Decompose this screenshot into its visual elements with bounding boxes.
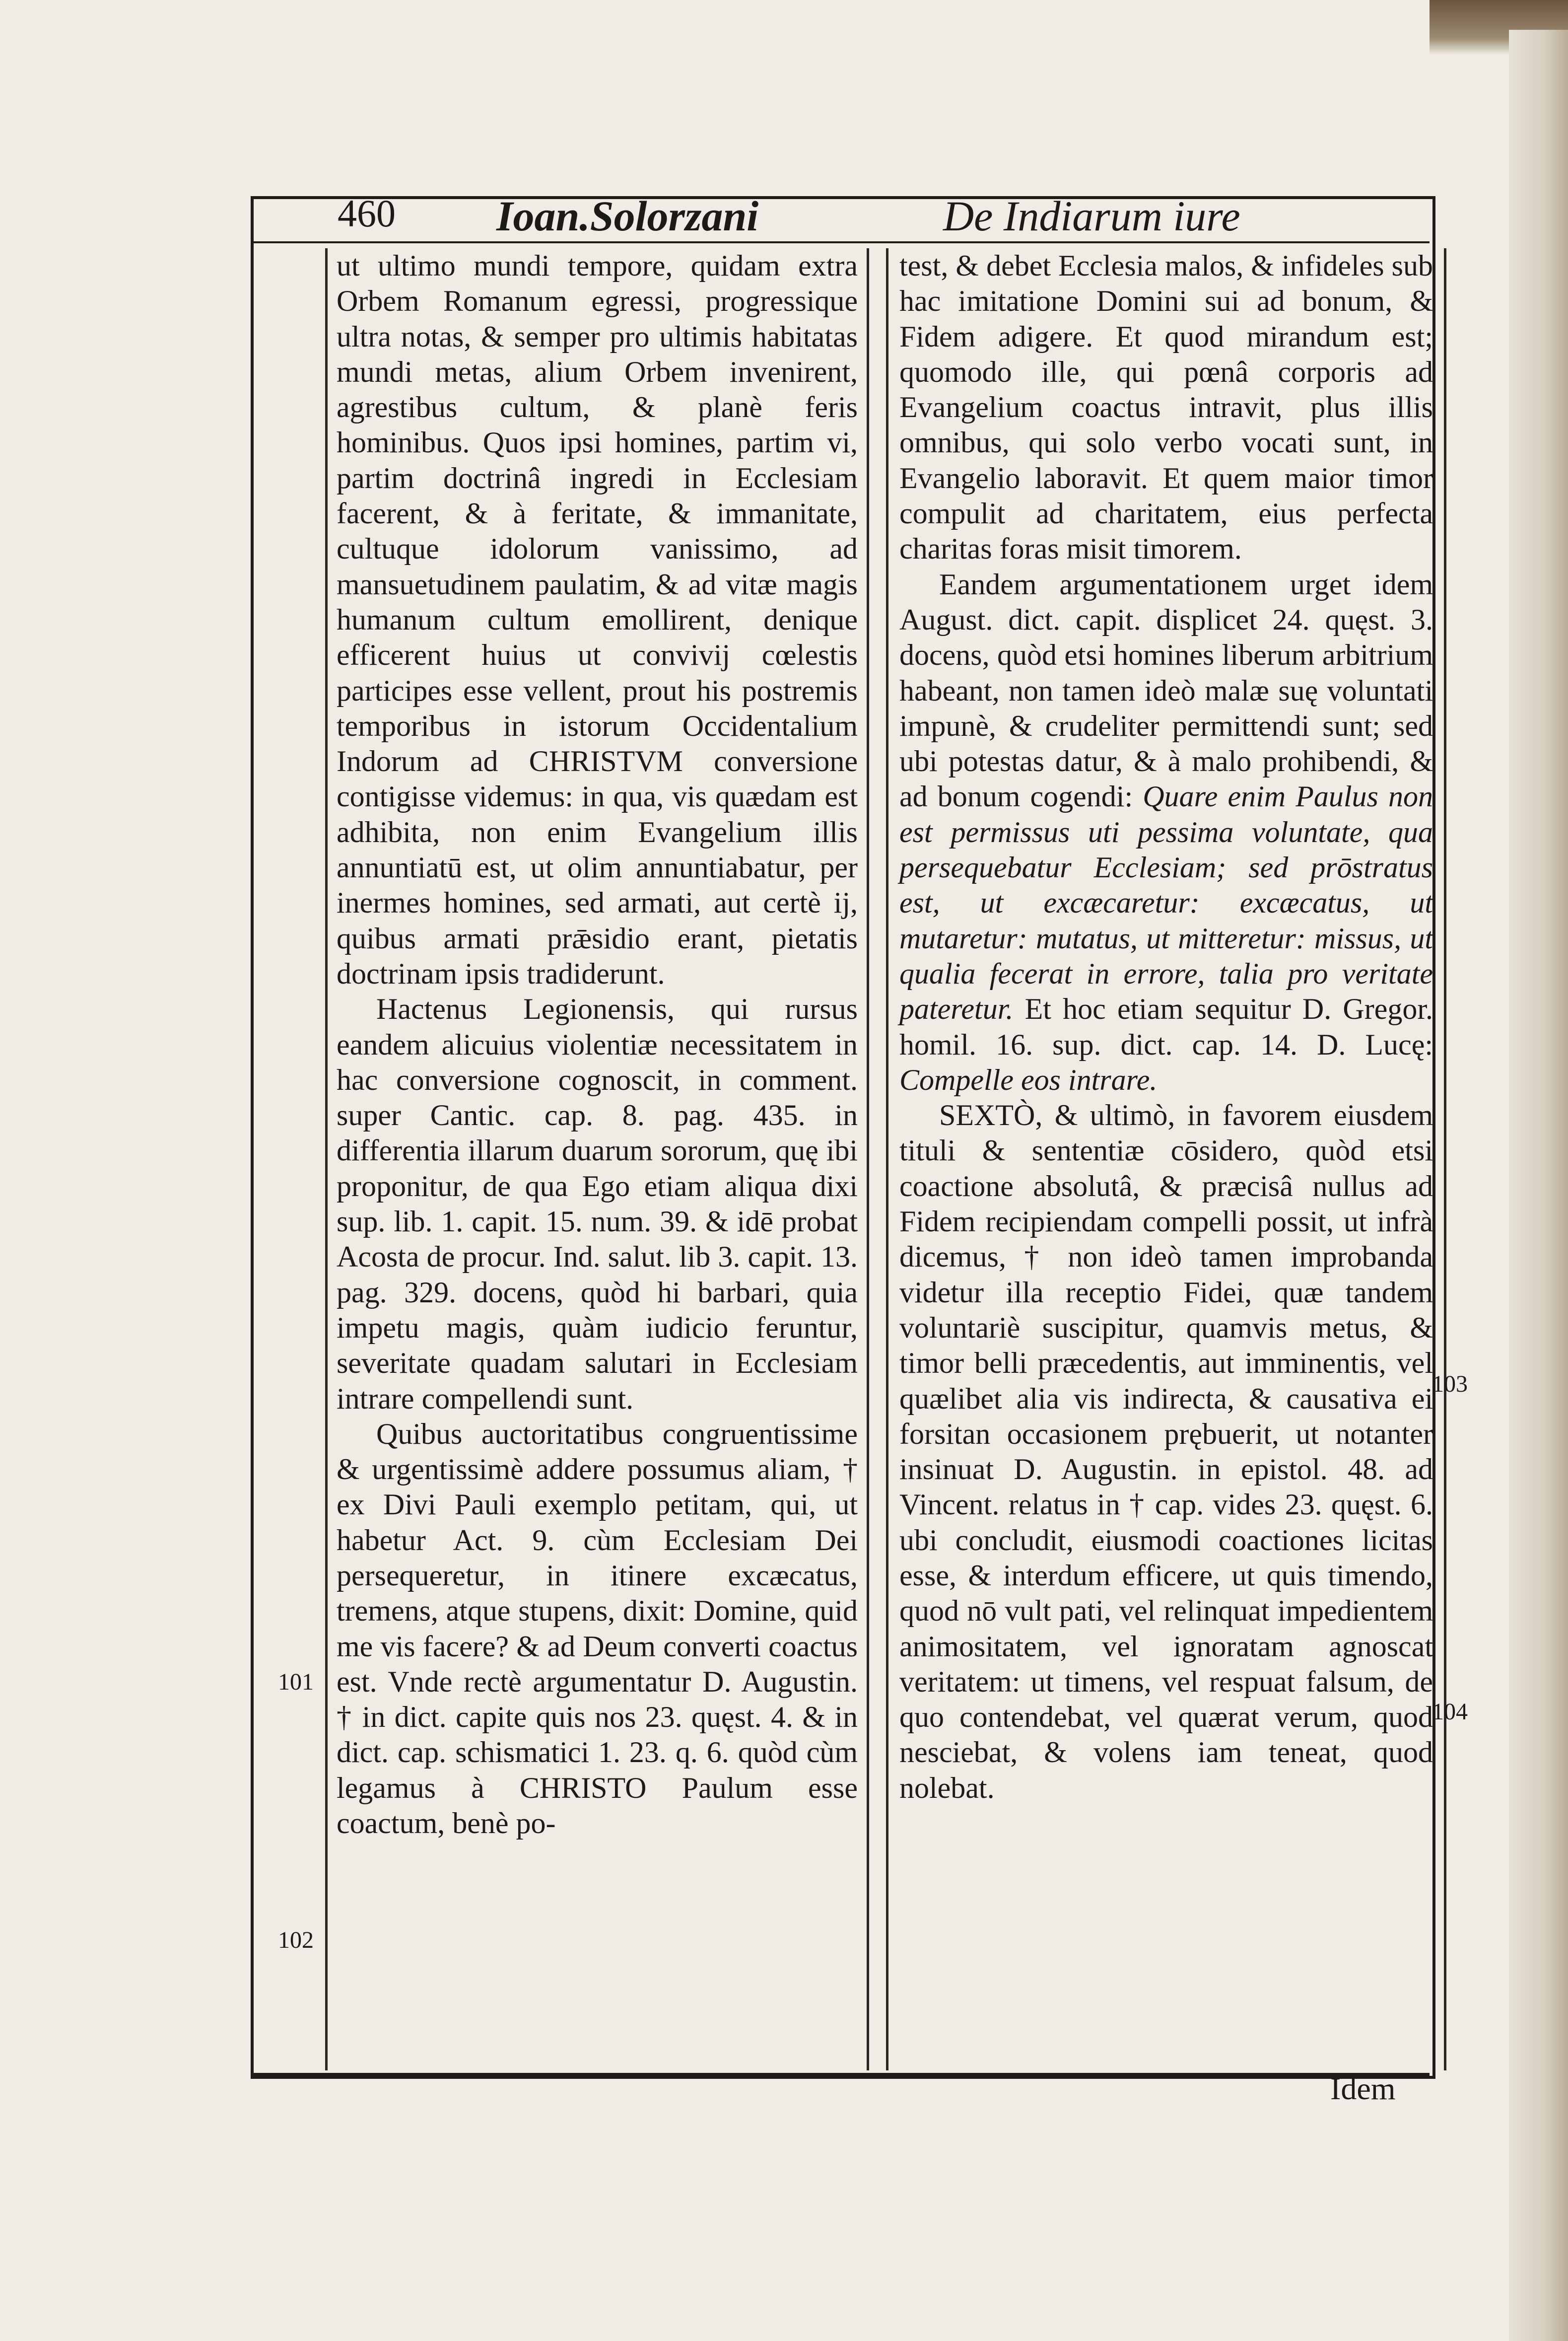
- right-paragraph-1: test, & debet Ecclesia malos, & infideles sub hac imitatione Domini sui ad bonum, & Fidem adigere. Et quod mirandum est; quomodo ille, qui pœnâ corporis ad Evangelium coactus intravit, plus illis omnibus, qui solo verbo vocati sunt, in Evangelio laboravit. Et quem maior timor compulit ad charitatem, eius perfecta charitas foras misit timorem.: [899, 249, 1433, 566]
- left-paragraph-3: Quibus auctoritatibus congruentissime & urgentissimè addere possumus aliam, † ex Divi Pauli exemplo petitam, qui, ut habetur Act. 9. cùm Ecclesiam Dei persequeretur, in itinere excæcatus, tremens, atque stupens, dixit: Domine, quid me vis facere? & ad Deum converti coactus est. Vnde rectè argumentatur D. Augustin. † in dict. capite quis nos 23. quęst. 4. & in dict. cap. schismatici 1. 23. q. 6. quòd cùm legamus à CHRISTO Paulum esse coactum, benè po-: [337, 1417, 858, 1840]
- margin-number-104: 104: [1432, 1699, 1468, 1725]
- header-rule: [253, 241, 1430, 243]
- page-number: 460: [338, 192, 396, 235]
- running-head-title: De Indiarum iure: [943, 192, 1240, 240]
- right-paragraph-3: SEXTÒ, & ultimò, in favorem eiusdem tituli & sententiæ cōsidero, quòd etsi coactione absolutâ, & præcisâ nullus ad Fidem recipiendam compelli possit, ut infrà dicemus, † non ideò tamen improbanda videtur illa receptio Fidei, quæ tandem voluntariè suscipitur, quamvis metus, & timor belli præcedentis, aut imminentis, vel quælibet alia vis indirecta, & causativa ei forsitan occasionem prębuerit, ut notanter insinuat D. Augustin. in epistol. 48. ad Vincent. relatus in † cap. vides 23. quęst. 6. ubi concludit, eiusmodi coactiones licitas esse, & interdum efficere, ut quis timendo, quod nō vult pati, vel relinquat impedientem animositatem, vel ignoratam agnoscat veritatem: ut timens, vel respuat falsum, de quo contendebat, vel quærat verum, quod nesciebat, & volens iam teneat, quod nolebat.: [899, 1099, 1433, 1804]
- left-paragraph-2: Hactenus Legionensis, qui rursus eandem alicuius violentiæ necessitatem in hac conversione cognoscit, in comment. super Cantic. cap. 8. pag. 435. in differentia illarum duarum sororum, quę ibi proponitur, de qua Ego etiam aliqua dixi sup. lib. 1. capit. 15. num. 39. & idē probat Acosta de procur. Ind. salut. lib 3. capit. 13. pag. 329. docens, quòd hi barbari, quia impetu magis, quàm iudicio feruntur, severitate quadam salutari in Ecclesiam intrare compellendi sunt.: [337, 993, 858, 1415]
- augustine-quotation: Quare enim Paulus non est permissus uti pessima voluntate, qua persequebatur Ecclesiam; sed prōstratus est, ut excæcaretur: excæcatus, ut mutaretur: mutatus, ut mitteretur: missus, ut qualia fecerat in errore, talia pro veritate pateretur.: [899, 780, 1433, 1026]
- margin-number-102: 102: [278, 1927, 314, 1953]
- right-paragraph-2-text-b: Et hoc etiam sequitur D. Gregor. homil. 16. sup. dict. cap. 14. D. Lucę:: [899, 993, 1433, 1061]
- luke-quotation: Compelle eos intrare.: [899, 1063, 1158, 1096]
- margin-number-103: 103: [1432, 1371, 1468, 1397]
- bottom-rule: [251, 2073, 1430, 2076]
- right-column: [886, 248, 1446, 2070]
- right-paragraph-2: [899, 567, 1433, 1098]
- running-head-author: Ioan.Solorzani: [496, 192, 759, 240]
- margin-number-101: 101: [278, 1669, 314, 1695]
- left-paragraph-1: ut ultimo mundi tempore, quidam extra Orbem Romanum egressi, progressique ultra notas, & semper pro ultimis habitatas mundi metas, alium Orbem invenirent, agrestibus cultum, & planè feris hominibus. Quos ipsi homines, partim vi, partim doctrinâ ingredi in Ecclesiam facerent, & à feritate, & immanitate, cultuque idolorum vanissimo, ad mansuetudinem paulatim, & ad vitæ magis humanum cultum emollirent, denique efficerent huius ut convivij cœlestis participes esse vellent, prout his postremis temporibus in istorum Occidentalium Indorum ad CHRISTVM conversione contigisse videmus: in qua, vis quædam est adhibita, non enim Evangelium illis annuntiatū est, ut olim annuntiabatur, per inermes homines, sed armati, aut certè ij, quibus armati prǣsidio erant, pietatis doctrinam ipsis tradiderunt.: [337, 249, 858, 990]
- right-paragraph-2-text-a: Eandem argumentationem urget idem August. dict. capit. displicet 24. quęst. 3. docens, quòd etsi homines liberum arbitrium habeant, non tamen ideò malæ suę voluntati impunè, & crudeliter permittendi sunt; sed ubi potestas datur, & à malo prohibendi, & ad bonum cogendi:: [899, 568, 1433, 813]
- page-edge: [1509, 30, 1568, 2341]
- catchword: Idem: [1330, 2071, 1396, 2106]
- left-column: [325, 248, 869, 2070]
